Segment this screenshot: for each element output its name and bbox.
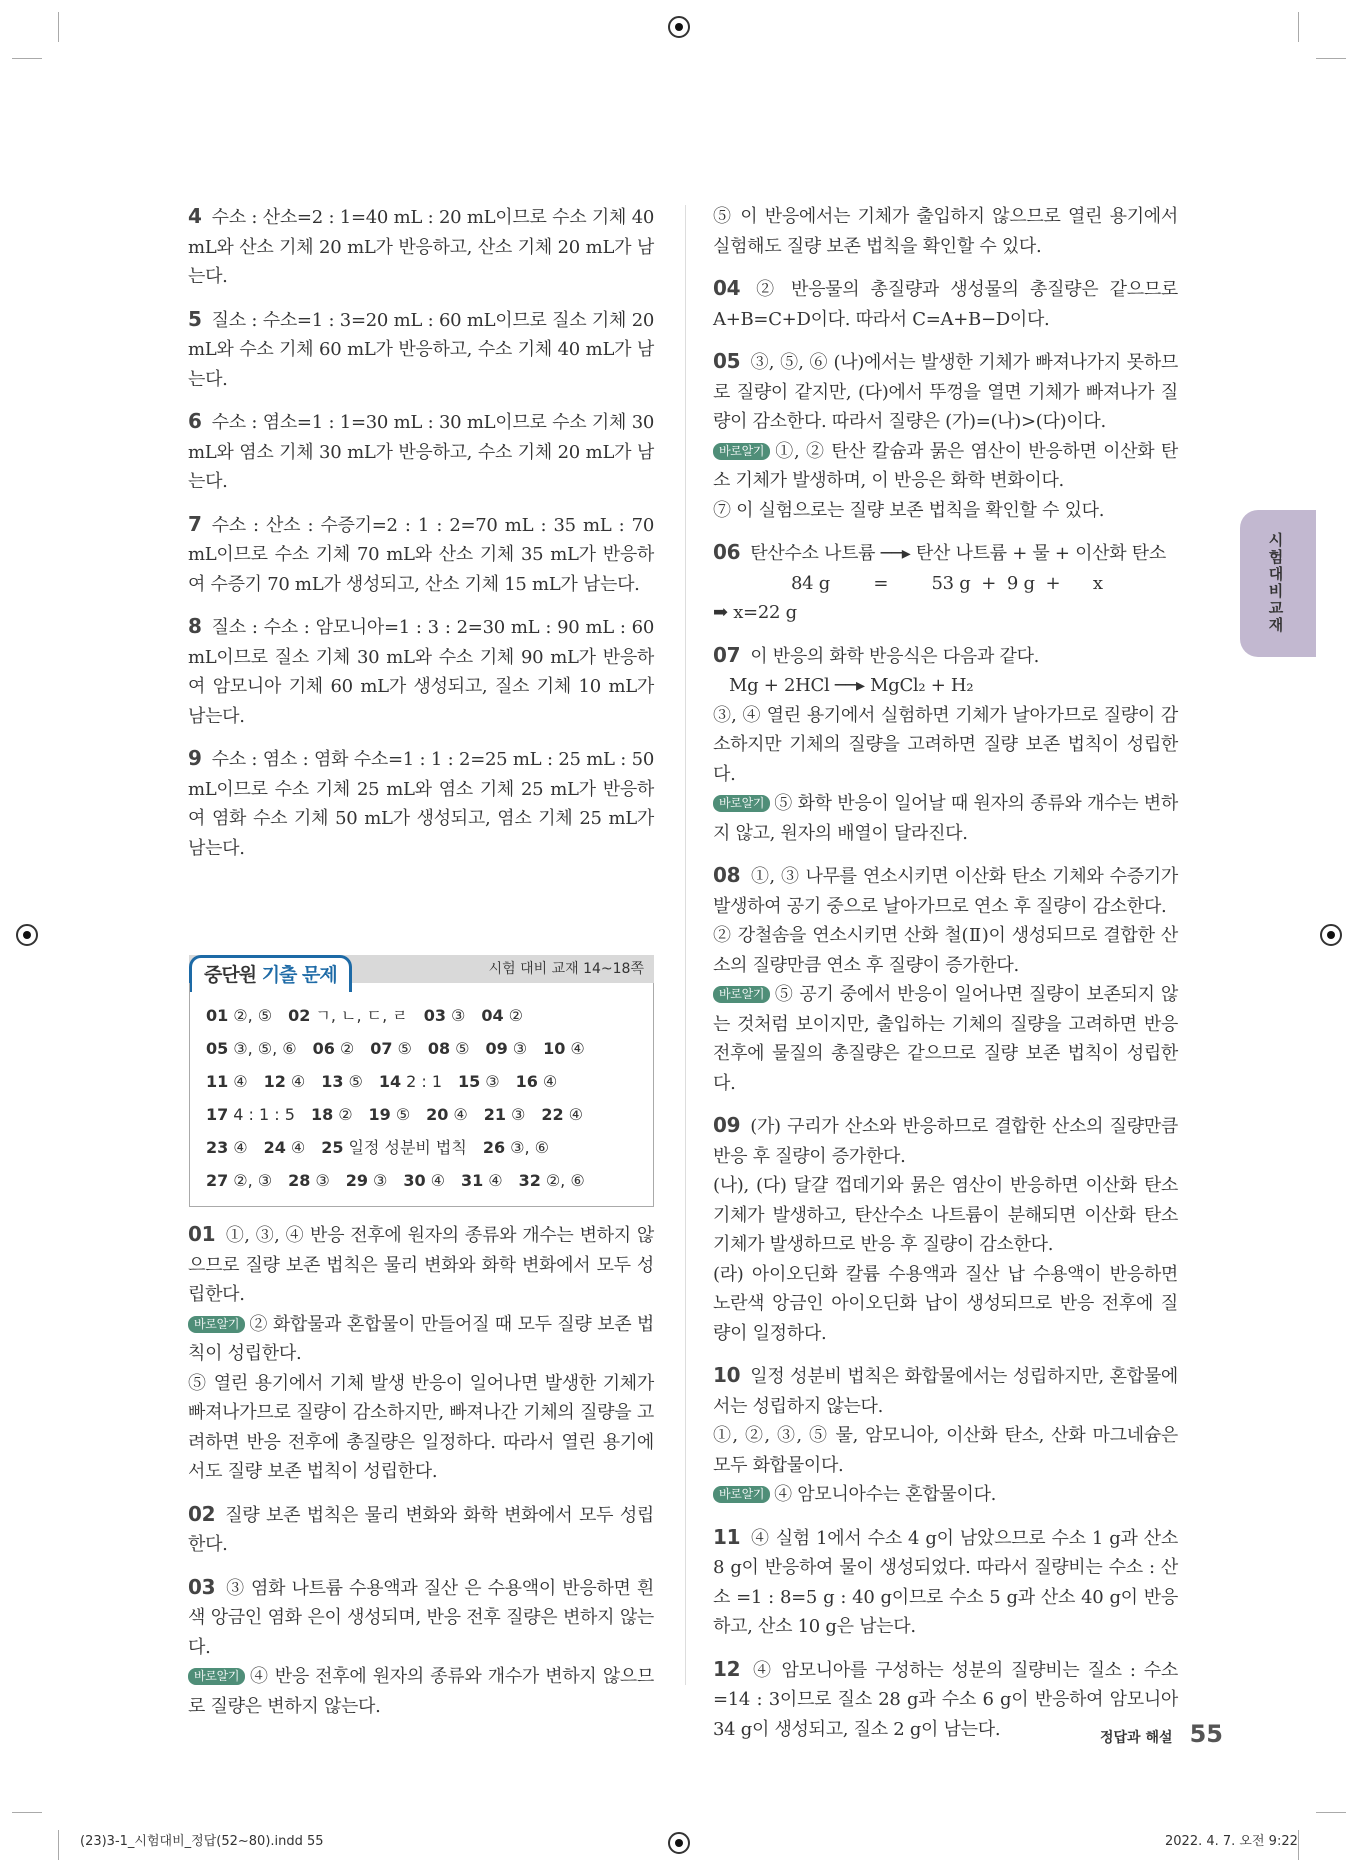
answer-entry [206,1131,248,1164]
answer-number: 09 [485,1039,508,1058]
left-column [188,202,654,876]
answer-number: 27 [206,1171,229,1190]
answer-entry [369,1098,411,1131]
solution-item [713,641,1178,849]
answer-number: 24 [263,1138,286,1157]
solution-item [188,1500,654,1560]
answer-number: 08 [427,1039,451,1058]
box-title-b: 기출 문제 [261,964,337,986]
answer-value: ②, ⑥ [545,1171,585,1190]
answer-entry [516,1065,558,1098]
solution-paragraph [713,437,1178,496]
column-divider [685,205,686,1685]
answer-entry [311,1098,353,1131]
item-number: 11 [713,1524,741,1549]
answer-value: ⑤ [395,1105,411,1124]
answer-value: ③ [315,1171,330,1190]
paragraph-text: ③, ④ 열린 용기에서 실험하면 기체가 날아가므로 질량이 감소하지만 기체의 질량을 고려하면 질량 보존 법칙이 성립한다. [713,704,1178,785]
answer-entry [206,1065,248,1098]
item-number: 8 [188,614,202,638]
solutions-list [188,1220,654,1721]
paragraph-text: ①, ② 탄산 칼슘과 묽은 염산이 반응하면 이산화 탄소 기체가 발생하며, 이 반응은 화학 변화이다. [713,440,1178,491]
solution-item [188,510,654,600]
answer-number: 01 [206,1006,229,1025]
paragraph-text: (가) 구리가 산소와 반응하므로 결합한 산소의 질량만큼 반응 후 질량이 증가한다. [713,1116,1178,1167]
item-number: 02 [188,1501,216,1526]
answer-value: ④ [233,1072,248,1091]
item-number: 10 [713,1363,741,1387]
answer-number: 18 [310,1105,334,1124]
answer-number: 23 [206,1138,229,1157]
problem-solutions-list [188,202,654,863]
answer-entry [206,1098,295,1131]
item-number: 06 [713,540,741,564]
paragraph-text: ⑤ 화학 반응이 일어날 때 원자의 종류와 개수는 변하지 않고, 원자의 배열이 달라진다. [713,793,1178,844]
answer-value: 2 : 1 [406,1072,443,1091]
answer-entry [264,1131,306,1164]
answer-value: 일정 성분비 법칙 [348,1138,467,1157]
answer-value: ③ [373,1171,388,1190]
paragraph-text: 수소 : 염소=1 : 1=30 mL : 30 mL이므로 수소 기체 30 mL와 염소 기체 30 mL가 반응하고, 수소 기체 20 mL가 남는다. [188,412,654,492]
answer-value: ④ [570,1039,585,1058]
paragraph-text: 질소 : 수소 : 암모니아=1 : 3 : 2=30 mL : 90 mL : 60 mL이므로 질소 기체 30 mL와 수소 기체 90 mL가 반응하여 암모니아 기체 60 mL가 생성되고, 질소 기체 10 mL가 남는다. [188,617,654,727]
paragraph-text: ⑤ 공기 중에서 반응이 일어나면 질량이 보존되지 않는 것처럼 보이지만, 출입하는 기체의 질량을 고려하면 반응 전후에 물질의 총질량은 같으므로 질량 보존 법칙이 성립한다. [713,984,1178,1094]
solution-paragraph [188,407,654,497]
answer-number: 12 [263,1072,286,1091]
answer-value: ④ [430,1171,445,1190]
paragraph-text: 이 반응의 화학 반응식은 다음과 같다. [750,645,1040,667]
paragraph-text: ➡ x=22 g [713,602,797,623]
solution-paragraph [713,347,1178,437]
item-number: 5 [188,306,202,331]
box-title-a: 중단원 [204,964,262,986]
solutions-list [713,202,1178,1744]
solution-paragraph [713,861,1178,921]
paragraph-text: ④ 암모니아를 구성하는 성분의 질량비는 질소 : 수소 =14 : 3이므로 질소 28 g과 수소 6 g이 반응하여 암모니아 34 g이 생성되고, 질소 2 g이 남는다. [713,1659,1178,1740]
solution-paragraph [188,202,654,292]
solution-paragraph [713,1111,1178,1171]
answer-number: 30 [403,1171,426,1190]
side-tab[interactable] [1240,510,1316,657]
answer-value: ③ [485,1072,500,1091]
answer-number: 28 [288,1171,311,1190]
answer-number: 14 [378,1072,402,1091]
solution-item [188,1573,654,1722]
paragraph-text: ③ 염화 나트륨 수용액과 질산 은 수용액이 반응하면 흰색 앙금인 염화 은이 생성되며, 반응 전후 질량은 변하지 않는다. [188,1577,654,1658]
answer-entry [370,1032,412,1065]
solution-paragraph [188,1662,654,1721]
answer-value: 4 : 1 : 5 [233,1105,295,1124]
registration-mark-icon [668,16,690,38]
answer-entry [321,1131,467,1164]
solution-item [713,861,1178,1098]
answer-entry [484,1098,526,1131]
solution-item [188,407,654,497]
answer-entry [424,999,466,1032]
answer-value: ④ [568,1105,583,1124]
paragraph-text: (나), (다) 달걀 껍데기와 묽은 염산이 반응하면 이산화 탄소 기체가 발생하고, 탄산수소 나트륨이 분해되면 이산화 탄소 기체가 발생하므로 반응 후 질량이 감소한다. [713,1175,1178,1255]
paragraph-text: ①, ②, ③, ⑤ 물, 암모니아, 이산화 탄소, 산화 마그네슘은 모두 화합물이다. [713,1425,1178,1476]
correction-badge: 바로알기 [713,986,770,1003]
answer-number: 11 [206,1072,229,1091]
right-column [713,202,1178,1757]
item-number: 7 [188,511,202,536]
solution-paragraph [713,1260,1178,1349]
solution-paragraph [713,921,1178,980]
solution-item [713,202,1178,261]
answer-number: 17 [206,1105,229,1124]
answer-value: ⑤ [397,1039,412,1058]
solution-paragraph [713,274,1178,334]
correction-badge: 바로알기 [188,1668,245,1685]
paragraph-text: 수소 : 산소 : 수증기=2 : 1 : 2=70 mL : 35 mL : 70 mL이므로 수소 기체 70 mL와 산소 기체 35 mL가 반응하여 수증기 70 mL가 생성되고, 산소 기체 15 mL가 남는다. [188,514,654,595]
solution-paragraph [188,612,654,731]
answer-value: ④ [488,1171,503,1190]
paragraph-text: ④ 암모니아수는 혼합물이다. [774,1484,997,1505]
paragraph-text: ② 강철솜을 연소시키면 산화 철(Ⅱ)이 생성되므로 결합한 산소의 질량만큼 연소 후 질량이 증가한다. [713,925,1178,976]
answer-value: ② [338,1105,353,1124]
solution-item [188,305,654,395]
solution-item [713,1361,1178,1510]
answer-entry [543,1032,585,1065]
answer-number: 31 [460,1171,484,1190]
paragraph-text: ⑤ 이 반응에서는 기체가 출입하지 않으므로 열린 용기에서 실험해도 질량 보존 법칙을 확인할 수 있다. [713,206,1178,257]
paragraph-text: 질소 : 수소=1 : 3=20 mL : 60 mL이므로 질소 기체 20 mL와 수소 기체 60 mL가 반응하고, 수소 기체 40 mL가 남는다. [188,309,654,390]
answer-entry [485,1032,527,1065]
registration-mark-icon [668,1832,690,1854]
answer-value: ② [508,1006,523,1025]
answer-entry [461,1164,503,1197]
solution-paragraph [713,789,1178,848]
answer-value: ② [339,1039,355,1058]
answer-entry [519,1164,585,1197]
answer-value: ㄱ, ㄴ, ㄷ, ㄹ [315,1006,408,1025]
answer-entry [481,999,523,1032]
answer-number: 16 [515,1072,538,1091]
equation: 84 g = 53 g + 9 g + x [791,572,1103,594]
answer-number: 02 [288,1006,311,1025]
answer-entry [379,1065,442,1098]
solution-item [713,274,1178,334]
answer-grid [206,999,641,1197]
solution-paragraph [713,671,1178,701]
item-number: 03 [188,1574,216,1599]
registration-mark-icon [1320,924,1342,946]
item-number: 08 [713,863,741,887]
answer-number: 04 [481,1006,504,1025]
solution-paragraph [713,1361,1178,1421]
answer-value: ②, ③ [233,1171,273,1190]
solution-item [713,1111,1178,1348]
answer-number: 05 [206,1039,229,1058]
item-number: 09 [713,1113,741,1137]
solution-paragraph [713,496,1178,526]
item-number: 04 [713,276,741,300]
paragraph-text: ⑦ 이 실험으로는 질량 보존 법칙을 확인할 수 있다. [713,499,1105,521]
answer-entry [313,1032,355,1065]
solution-paragraph [713,980,1178,1098]
paragraph-text: ④ 반응 전후에 원자의 종류와 개수가 변하지 않으므로 질량은 변하지 않는다. [188,1666,654,1717]
item-number: 9 [188,746,202,770]
answer-value: ③, ⑥ [510,1138,549,1157]
answer-value: ③ [512,1039,528,1058]
answer-value: ⑤ [348,1072,363,1091]
answer-value: ④ [233,1138,248,1157]
answer-value: ③ [451,1006,466,1025]
solution-item [713,347,1178,525]
answer-value: ④ [453,1105,468,1124]
solution-paragraph [713,202,1178,261]
answer-value: ③, ⑤, ⑥ [233,1039,297,1058]
answer-entry [206,1032,297,1065]
item-number: 12 [713,1656,741,1681]
side-tab-label: 시험 대비 교재 [1268,531,1284,634]
paragraph-text: ③, ⑤, ⑥ (나)에서는 발생한 기체가 빠져나가지 못하므로 질량이 같지만, (다)에서 뚜껑을 열면 기체가 빠져나가 질량이 감소한다. 따라서 질량은 (가)=(나)>(다)이다. [713,352,1178,432]
answer-entry [288,999,408,1032]
solution-paragraph [713,641,1178,672]
answer-value: ④ [542,1072,558,1091]
solution-paragraph [188,510,654,600]
paragraph-text: 질량 보존 법칙은 물리 변화와 화학 변화에서 모두 성립한다. [188,1504,654,1555]
footer-label: 정답과 해설 [1100,1730,1173,1746]
paragraph-text: 일정 성분비 법칙은 화합물에서는 성립하지만, 혼합물에서는 성립하지 않는다. [713,1366,1178,1417]
paragraph-text: 수소 : 산소=2 : 1=40 mL : 20 mL이므로 수소 기체 40 mL와 산소 기체 20 mL가 반응하고, 산소 기체 20 mL가 남는다. [188,207,654,287]
paragraph-text: ①, ③ 나무를 연소시키면 이산화 탄소 기체와 수증기가 발생하여 공기 중으로 날아가므로 연소 후 질량이 감소한다. [713,866,1178,917]
solution-paragraph [713,1523,1178,1642]
correction-badge: 바로알기 [188,1316,245,1333]
solution-paragraph [188,744,654,863]
answer-number: 25 [321,1138,344,1157]
solution-paragraph [713,1480,1178,1510]
answer-entry [403,1164,445,1197]
answer-number: 13 [321,1072,344,1091]
solution-item [188,1220,654,1487]
answer-number: 10 [543,1039,566,1058]
registration-mark-icon [16,924,38,946]
solution-item [188,202,654,292]
solution-item [188,612,654,731]
solution-paragraph [713,1171,1178,1260]
item-number: 05 [713,349,741,373]
paragraph-text: ①, ③, ④ 반응 전후에 원자의 종류와 개수는 변하지 않으므로 질량 보존 법칙은 물리 변화와 화학 변화에서 모두 성립한다. [188,1225,654,1305]
item-number: 07 [713,642,741,667]
paragraph-text: (라) 아이오딘화 칼륨 수용액과 질산 납 수용액이 반응하면 노란색 앙금인 아이오딘화 납이 생성되므로 반응 전후에 질량이 일정하다. [713,1263,1178,1344]
answer-number: 06 [312,1039,335,1058]
solution-paragraph [188,305,654,395]
answer-number: 07 [370,1039,393,1058]
item-number: 01 [188,1222,216,1246]
answer-value: ④ [290,1138,306,1157]
box-page-reference: 시험 대비 교재 14~18쪽 [488,961,644,977]
equation: Mg + 2HCl ──▸ MgCl₂ + H₂ [729,675,974,696]
answer-number: 29 [345,1171,368,1190]
answer-entry [428,1032,470,1065]
left-column-lower [188,1220,654,1734]
solution-paragraph [188,1573,654,1663]
solution-paragraph [713,1421,1178,1480]
solution-paragraph [188,1310,654,1369]
answer-entry [264,1065,306,1098]
item-number: 4 [188,204,202,228]
answer-entry [288,1164,330,1197]
answer-number: 32 [518,1171,541,1190]
answer-entry [346,1164,388,1197]
answer-entry [541,1098,583,1131]
answer-entry [458,1065,500,1098]
answer-value: ③ [511,1105,526,1124]
answer-number: 19 [368,1105,391,1124]
paragraph-text: ⑤ 열린 용기에서 기체 발생 반응이 일어나면 발생한 기체가 빠져나가므로 질량이 감소하지만, 빠져나간 기체의 질량을 고려하면 반응 전후에 총질량은 일정하다. 따라서 열린 용기에서도 질량 보존 법칙이 성립한다. [188,1372,654,1482]
solution-paragraph [188,1500,654,1560]
answer-number: 15 [458,1072,481,1091]
slug-filename: (23)3-1_시험대비_정답(52~80).indd 55 [80,1834,324,1849]
correction-badge: 바로알기 [713,1486,770,1503]
paragraph-text: ② 반응물의 총질량과 생성물의 총질량은 같으므로 A+B=C+D이다. 따라서 C=A+B−D이다. [713,279,1178,330]
solution-paragraph [188,1369,654,1487]
answer-number: 20 [426,1105,449,1124]
answer-value: ②, ⑤ [233,1006,273,1025]
paragraph-text: ④ 실험 1에서 수소 4 g이 남았으므로 수소 1 g과 산소 8 g이 반응하여 물이 생성되었다. 따라서 질량비는 수소 : 산소 =1 : 8=5 g : 40 g이므로 수소 5 g과 산소 40 g이 반응하고, 산소 10 g은 남는다. [713,1527,1178,1637]
answer-summary-box [189,955,654,1207]
solution-paragraph [713,538,1178,569]
page-footer [1100,1720,1223,1748]
answer-entry [206,1164,272,1197]
solution-paragraph [188,1220,654,1310]
answer-number: 21 [483,1105,507,1124]
solution-item [188,744,654,863]
answer-number: 22 [541,1105,564,1124]
box-body [189,983,654,1207]
solution-item [713,1523,1178,1642]
answer-entry [426,1098,468,1131]
solution-item [713,538,1178,628]
item-number: 6 [188,409,202,433]
answer-number: 26 [482,1138,506,1157]
correction-badge: 바로알기 [713,443,770,460]
answer-value: ④ [290,1072,306,1091]
solution-paragraph [713,569,1178,599]
answer-value: ⑤ [455,1039,470,1058]
solution-paragraph [713,701,1178,790]
answer-number: 03 [423,1006,446,1025]
paragraph-text: 수소 : 염소 : 염화 수소=1 : 1 : 2=25 mL : 25 mL : 50 mL이므로 수소 기체 25 mL와 염소 기체 25 mL가 반응하여 염화 수소 기체 50 mL가 생성되고, 염소 기체 25 mL가 남는다. [188,749,654,859]
correction-badge: 바로알기 [713,795,770,812]
answer-entry [206,999,272,1032]
answer-entry [321,1065,363,1098]
paragraph-text: ② 화합물과 혼합물이 만들어질 때 모두 질량 보존 법칙이 성립한다. [188,1313,654,1364]
slug-date: 2022. 4. 7. 오전 9:22 [1165,1834,1298,1849]
answer-entry [483,1131,549,1164]
page-number: 55 [1189,1720,1223,1748]
solution-paragraph [713,598,1178,628]
paragraph-text: 탄산수소 나트륨 ──▸ 탄산 나트륨 + 물 + 이산화 탄소 [750,543,1166,564]
